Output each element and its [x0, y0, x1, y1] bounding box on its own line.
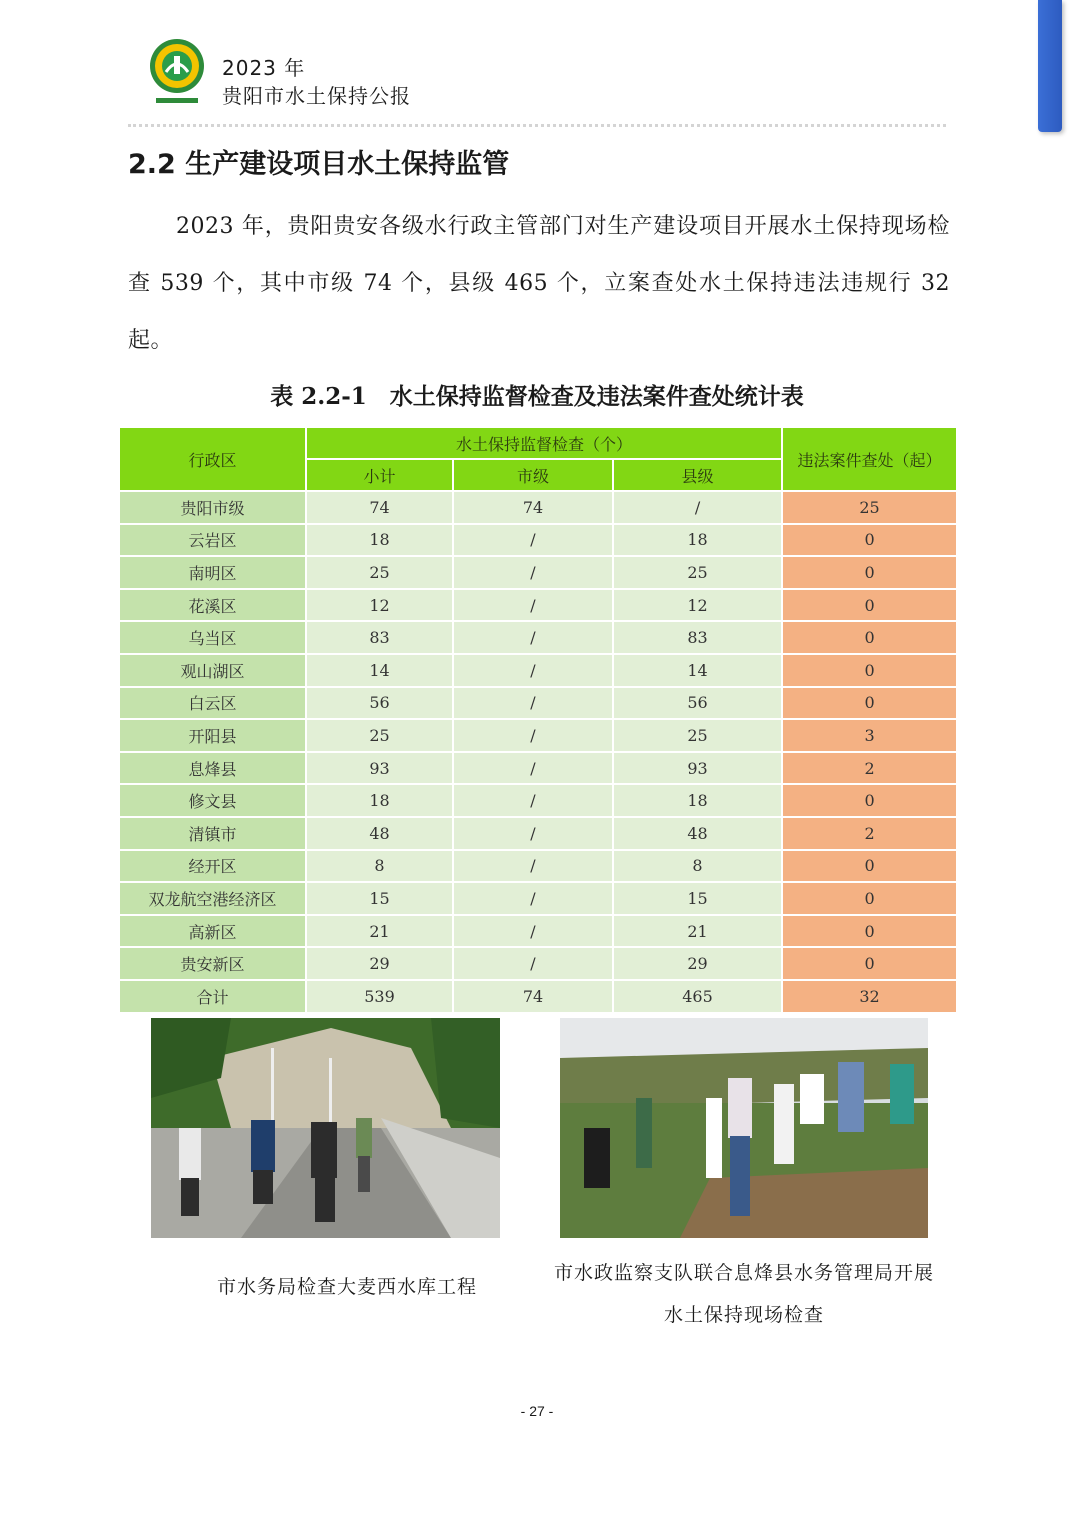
table-body [119, 491, 957, 1013]
cell-county: 56 [613, 687, 782, 720]
header-region: 行政区 [119, 427, 306, 491]
header-city: 市级 [453, 459, 613, 491]
section-title: 2.2 生产建设项目水土保持监管 [128, 149, 510, 180]
cell-region: 花溪区 [119, 589, 306, 622]
cell-county: 18 [613, 784, 782, 817]
cell-subtotal: 56 [306, 687, 453, 720]
header-cases: 违法案件查处（起） [782, 427, 957, 491]
photo-caption-1: 市水务局检查大麦西水库工程 [216, 1276, 477, 1298]
cell-city: 74 [453, 980, 613, 1013]
cell-region: 云岩区 [119, 524, 306, 557]
cell-cases: 0 [782, 621, 957, 654]
photo-dam-inspection [151, 1018, 500, 1238]
cell-county: 21 [613, 915, 782, 948]
cell-region: 观山湖区 [119, 654, 306, 687]
cell-subtotal: 15 [306, 882, 453, 915]
cell-county: 29 [613, 947, 782, 980]
cell-region: 合计 [119, 980, 306, 1013]
cell-city: / [453, 589, 613, 622]
cell-subtotal: 8 [306, 850, 453, 883]
cell-region: 清镇市 [119, 817, 306, 850]
cell-city: / [453, 947, 613, 980]
table-row [119, 524, 957, 557]
cell-subtotal: 74 [306, 491, 453, 524]
cell-region: 双龙航空港经济区 [119, 882, 306, 915]
cell-county: 8 [613, 850, 782, 883]
cell-county: 83 [613, 621, 782, 654]
table-row [119, 980, 957, 1013]
cell-county: 18 [613, 524, 782, 557]
page-number: - 27 - [520, 1403, 554, 1419]
cell-county: / [613, 491, 782, 524]
cell-county: 465 [613, 980, 782, 1013]
cell-cases: 3 [782, 719, 957, 752]
header-title: 贵阳市水土保持公报 [222, 84, 411, 108]
cell-city: / [453, 882, 613, 915]
cell-subtotal: 29 [306, 947, 453, 980]
cell-cases: 0 [782, 947, 957, 980]
table-row [119, 947, 957, 980]
table-row [119, 589, 957, 622]
cell-county: 25 [613, 719, 782, 752]
table-row [119, 719, 957, 752]
cell-cases: 0 [782, 882, 957, 915]
cell-county: 14 [613, 654, 782, 687]
cell-cases: 0 [782, 687, 957, 720]
cell-city: / [453, 915, 613, 948]
cell-subtotal: 25 [306, 719, 453, 752]
cell-subtotal: 18 [306, 524, 453, 557]
table-row [119, 621, 957, 654]
table-row [119, 915, 957, 948]
cell-city: / [453, 784, 613, 817]
cell-city: / [453, 654, 613, 687]
cell-city: / [453, 524, 613, 557]
table-row [119, 882, 957, 915]
cell-cases: 0 [782, 556, 957, 589]
cell-region: 开阳县 [119, 719, 306, 752]
cell-cases: 0 [782, 524, 957, 557]
cell-subtotal: 539 [306, 980, 453, 1013]
cell-city: / [453, 850, 613, 883]
table-row [119, 556, 957, 589]
header-county: 县级 [613, 459, 782, 491]
table-row [119, 850, 957, 883]
cell-county: 25 [613, 556, 782, 589]
cell-region: 贵安新区 [119, 947, 306, 980]
cell-subtotal: 21 [306, 915, 453, 948]
table-row [119, 784, 957, 817]
cell-county: 48 [613, 817, 782, 850]
cell-region: 高新区 [119, 915, 306, 948]
table-row [119, 654, 957, 687]
section-paragraph: 2023 年，贵阳贵安各级水行政主管部门对生产建设项目开展水土保持现场检查 539 个，其中市级 74 个，县级 465 个，立案查处水土保持违法违规行 32 起。 [128, 214, 950, 353]
cell-cases: 32 [782, 980, 957, 1013]
cell-region: 白云区 [119, 687, 306, 720]
cell-county: 93 [613, 752, 782, 785]
header-inspection-group: 水土保持监督检查（个） [306, 427, 782, 459]
cell-cases: 0 [782, 589, 957, 622]
cell-subtotal: 18 [306, 784, 453, 817]
cell-cases: 0 [782, 850, 957, 883]
photo-field-inspection [560, 1018, 928, 1238]
cell-subtotal: 12 [306, 589, 453, 622]
cell-subtotal: 48 [306, 817, 453, 850]
cell-county: 15 [613, 882, 782, 915]
header-year: 2023 年 [222, 56, 306, 80]
cell-city: / [453, 687, 613, 720]
cell-cases: 25 [782, 491, 957, 524]
table-row [119, 817, 957, 850]
header-subtotal: 小计 [306, 459, 453, 491]
cell-city: / [453, 621, 613, 654]
soil-conservation-logo [146, 38, 208, 106]
cell-city: / [453, 719, 613, 752]
cell-subtotal: 14 [306, 654, 453, 687]
cell-city: / [453, 817, 613, 850]
cell-city: 74 [453, 491, 613, 524]
cell-city: / [453, 556, 613, 589]
table-caption: 表 2.2-1 水土保持监督检查及违法案件查处统计表 [270, 383, 804, 410]
inspection-stats-table [118, 426, 958, 1014]
table-row [119, 752, 957, 785]
cell-region: 修文县 [119, 784, 306, 817]
cell-subtotal: 83 [306, 621, 453, 654]
header-divider [128, 124, 946, 127]
cell-cases: 2 [782, 817, 957, 850]
photo-caption-2: 市水政监察支队联合息烽县水务管理局开展水土保持现场检查 [553, 1262, 934, 1326]
cell-region: 息烽县 [119, 752, 306, 785]
cell-subtotal: 93 [306, 752, 453, 785]
cell-region: 南明区 [119, 556, 306, 589]
cell-region: 贵阳市级 [119, 491, 306, 524]
table-row [119, 687, 957, 720]
cell-county: 12 [613, 589, 782, 622]
cell-cases: 0 [782, 654, 957, 687]
cell-cases: 0 [782, 915, 957, 948]
table-row [119, 491, 957, 524]
cell-region: 经开区 [119, 850, 306, 883]
cell-region: 乌当区 [119, 621, 306, 654]
cell-cases: 2 [782, 752, 957, 785]
side-tab-marker [1038, 0, 1062, 132]
cell-city: / [453, 752, 613, 785]
cell-subtotal: 25 [306, 556, 453, 589]
cell-cases: 0 [782, 784, 957, 817]
